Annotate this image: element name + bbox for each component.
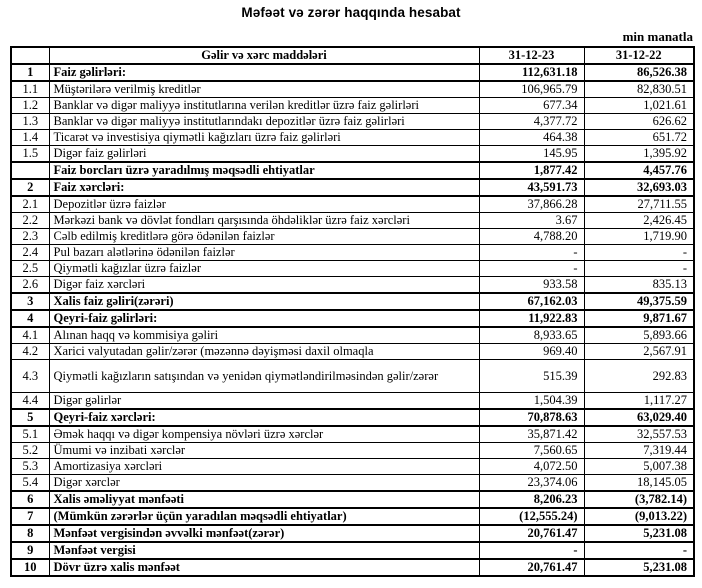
value-31-12-22: 2,426.45	[584, 213, 694, 229]
value-31-12-23: 112,631.18	[479, 64, 584, 81]
value-31-12-22: 5,893.66	[584, 327, 694, 344]
value-31-12-23: 677.34	[479, 98, 584, 114]
table-row	[11, 114, 694, 130]
row-number: 4	[11, 310, 49, 327]
value-31-12-23: (12,555.24)	[479, 508, 584, 525]
row-number: 1.1	[11, 81, 49, 98]
value-31-12-23: -	[479, 261, 584, 277]
value-31-12-22: 651.72	[584, 130, 694, 146]
value-31-12-23: 1,877.42	[479, 162, 584, 179]
row-label: Faiz xərcləri:	[49, 179, 479, 196]
row-number: 1.2	[11, 98, 49, 114]
value-31-12-22: 7,319.44	[584, 443, 694, 459]
row-label: Mənfəət vergisindən əvvəlki mənfəət(zərər)	[49, 525, 479, 542]
value-31-12-22: 63,029.40	[584, 409, 694, 426]
table-row	[11, 81, 694, 98]
table-row	[11, 229, 694, 245]
row-label: Faiz gəlirləri:	[49, 64, 479, 81]
value-31-12-23: 20,761.47	[479, 559, 584, 576]
row-number: 7	[11, 508, 49, 525]
table-row	[11, 443, 694, 459]
row-number: 2.5	[11, 261, 49, 277]
row-label: Dövr üzrə xalis mənfəət	[49, 559, 479, 576]
row-number: 6	[11, 491, 49, 508]
table-row	[11, 146, 694, 163]
value-31-12-23: 145.95	[479, 146, 584, 163]
table-row	[11, 508, 694, 525]
table-row	[11, 64, 694, 81]
value-31-12-23: 8,933.65	[479, 327, 584, 344]
value-31-12-22: 2,567.91	[584, 344, 694, 360]
value-31-12-22: 1,719.90	[584, 229, 694, 245]
value-31-12-23: 70,878.63	[479, 409, 584, 426]
row-number: 4.1	[11, 327, 49, 344]
page-title: Məfəət və zərər haqqında hesabat	[241, 5, 461, 20]
table-row	[11, 277, 694, 294]
table-header	[11, 47, 694, 64]
row-label: (Mümkün zərərlər üçün yaradılan məqsədli ehtiyatlar)	[49, 508, 479, 525]
value-31-12-22: 1,021.61	[584, 98, 694, 114]
value-31-12-22: -	[584, 542, 694, 559]
row-number: 2.2	[11, 213, 49, 229]
row-label: Faiz borcları üzrə yaradılmış məqsədli ehtiyatlar	[49, 162, 479, 179]
value-31-12-23: 4,377.72	[479, 114, 584, 130]
value-31-12-22: 5,007.38	[584, 459, 694, 475]
table-row	[11, 426, 694, 443]
row-label: Depozitlər üzrə faizlər	[49, 196, 479, 213]
row-number: 5.4	[11, 475, 49, 492]
table-row	[11, 98, 694, 114]
value-31-12-23: 7,560.65	[479, 443, 584, 459]
value-31-12-23: 3.67	[479, 213, 584, 229]
row-number: 1	[11, 64, 49, 81]
value-31-12-22: 835.13	[584, 277, 694, 294]
table-body	[11, 64, 694, 576]
unit-note: min manatla	[622, 29, 693, 44]
value-31-12-22: 18,145.05	[584, 475, 694, 492]
row-label: Banklar və digər maliyyə institutlarına verilən kreditlər üzrə faiz gəlirləri	[49, 98, 479, 114]
row-number: 2.1	[11, 196, 49, 213]
row-number: 1.4	[11, 130, 49, 146]
header-description: Gəlir və xərc maddələri	[49, 47, 479, 64]
value-31-12-23: 37,866.28	[479, 196, 584, 213]
row-label: Qeyri-faiz gəlirləri:	[49, 310, 479, 327]
table-row	[11, 293, 694, 310]
row-label: Digər faiz gəlirləri	[49, 146, 479, 163]
table-row	[11, 130, 694, 146]
value-31-12-22: -	[584, 245, 694, 261]
header-31-12-22: 31-12-22	[584, 47, 694, 64]
row-label: Digər xərclər	[49, 475, 479, 492]
value-31-12-22: 32,693.03	[584, 179, 694, 196]
row-label: Qeyri-faiz xərcləri:	[49, 409, 479, 426]
table-row	[11, 344, 694, 360]
value-31-12-22: -	[584, 261, 694, 277]
table-row	[11, 196, 694, 213]
table-row	[11, 459, 694, 475]
table-row	[11, 310, 694, 327]
table-row	[11, 360, 694, 393]
table-row	[11, 559, 694, 576]
row-label: Əmək haqqı və digər kompensiya növləri üzrə xərclər	[49, 426, 479, 443]
value-31-12-23: 933.58	[479, 277, 584, 294]
row-label: Cəlb edilmiş kreditlərə görə ödənilən faizlər	[49, 229, 479, 245]
value-31-12-22: 49,375.59	[584, 293, 694, 310]
value-31-12-23: 8,206.23	[479, 491, 584, 508]
table-row	[11, 525, 694, 542]
value-31-12-23: 43,591.73	[479, 179, 584, 196]
row-number: 10	[11, 559, 49, 576]
row-label: Ümumi və inzibati xərclər	[49, 443, 479, 459]
value-31-12-23: -	[479, 542, 584, 559]
row-number: 5.2	[11, 443, 49, 459]
value-31-12-22: 1,117.27	[584, 393, 694, 410]
value-31-12-23: 4,072.50	[479, 459, 584, 475]
value-31-12-22: (3,782.14)	[584, 491, 694, 508]
table-row	[11, 475, 694, 492]
value-31-12-23: 106,965.79	[479, 81, 584, 98]
row-number: 5	[11, 409, 49, 426]
row-label: Mənfəət vergisi	[49, 542, 479, 559]
row-label: Xalis əməliyyat mənfəəti	[49, 491, 479, 508]
row-label: Qiymətli kağızlar üzrə faizlər	[49, 261, 479, 277]
value-31-12-23: 23,374.06	[479, 475, 584, 492]
row-number: 5.3	[11, 459, 49, 475]
row-number: 8	[11, 525, 49, 542]
header-item-no	[11, 47, 49, 64]
table-row	[11, 393, 694, 410]
value-31-12-23: 35,871.42	[479, 426, 584, 443]
value-31-12-22: 5,231.08	[584, 525, 694, 542]
row-number: 2.3	[11, 229, 49, 245]
value-31-12-23: 969.40	[479, 344, 584, 360]
row-label: Pul bazarı alətlərinə ödənilən faizlər	[49, 245, 479, 261]
value-31-12-23: 464.38	[479, 130, 584, 146]
table-row	[11, 245, 694, 261]
row-number: 4.3	[11, 360, 49, 393]
row-label: Alınan haqq və kommisiya gəliri	[49, 327, 479, 344]
value-31-12-22: 626.62	[584, 114, 694, 130]
row-number: 9	[11, 542, 49, 559]
value-31-12-23: -	[479, 245, 584, 261]
row-number: 2.4	[11, 245, 49, 261]
row-number: 2.6	[11, 277, 49, 294]
value-31-12-22: 5,231.08	[584, 559, 694, 576]
table-row	[11, 491, 694, 508]
row-label: Banklar və digər maliyyə institutlarındakı depozitlər üzrə faiz gəlirləri	[49, 114, 479, 130]
table-row	[11, 409, 694, 426]
value-31-12-23: 1,504.39	[479, 393, 584, 410]
value-31-12-23: 515.39	[479, 360, 584, 393]
table-header-row	[11, 47, 694, 64]
profit-loss-table	[10, 46, 695, 577]
row-label: Digər faiz xərcləri	[49, 277, 479, 294]
row-label: Ticarət və investisiya qiymətli kağızları üzrə faiz gəlirləri	[49, 130, 479, 146]
value-31-12-22: 82,830.51	[584, 81, 694, 98]
row-label: Amortizasiya xərcləri	[49, 459, 479, 475]
value-31-12-23: 11,922.83	[479, 310, 584, 327]
value-31-12-22: 86,526.38	[584, 64, 694, 81]
table-row	[11, 261, 694, 277]
table-row	[11, 542, 694, 559]
value-31-12-22: 1,395.92	[584, 146, 694, 163]
row-label: Xarici valyutadan gəlir/zərər (məzənnə dəyişməsi daxil olmaqla	[49, 344, 479, 360]
row-label: Digər gəlirlər	[49, 393, 479, 410]
value-31-12-22: 4,457.76	[584, 162, 694, 179]
row-number: 3	[11, 293, 49, 310]
row-label: Müştərilərə verilmiş kreditlər	[49, 81, 479, 98]
table-row	[11, 327, 694, 344]
row-label: Mərkəzi bank və dövlət fondları qarşısında öhdəliklər üzrə faiz xərcləri	[49, 213, 479, 229]
row-number: 1.3	[11, 114, 49, 130]
row-number: 5.1	[11, 426, 49, 443]
row-number: 1.5	[11, 146, 49, 163]
value-31-12-23: 4,788.20	[479, 229, 584, 245]
value-31-12-22: 9,871.67	[584, 310, 694, 327]
value-31-12-22: 292.83	[584, 360, 694, 393]
header-31-12-23: 31-12-23	[479, 47, 584, 64]
row-label: Qiymətli kağızların satışından və yenidən qiymətləndirilməsindən gəlir/zərər	[49, 360, 479, 393]
row-number: 4.2	[11, 344, 49, 360]
value-31-12-23: 67,162.03	[479, 293, 584, 310]
row-number	[11, 162, 49, 179]
table-row	[11, 162, 694, 179]
value-31-12-23: 20,761.47	[479, 525, 584, 542]
table-row	[11, 213, 694, 229]
value-31-12-22: 32,557.53	[584, 426, 694, 443]
value-31-12-22: (9,013.22)	[584, 508, 694, 525]
row-number: 4.4	[11, 393, 49, 410]
row-label: Xalis faiz gəliri(zərəri)	[49, 293, 479, 310]
row-number: 2	[11, 179, 49, 196]
value-31-12-22: 27,711.55	[584, 196, 694, 213]
table-row	[11, 179, 694, 196]
